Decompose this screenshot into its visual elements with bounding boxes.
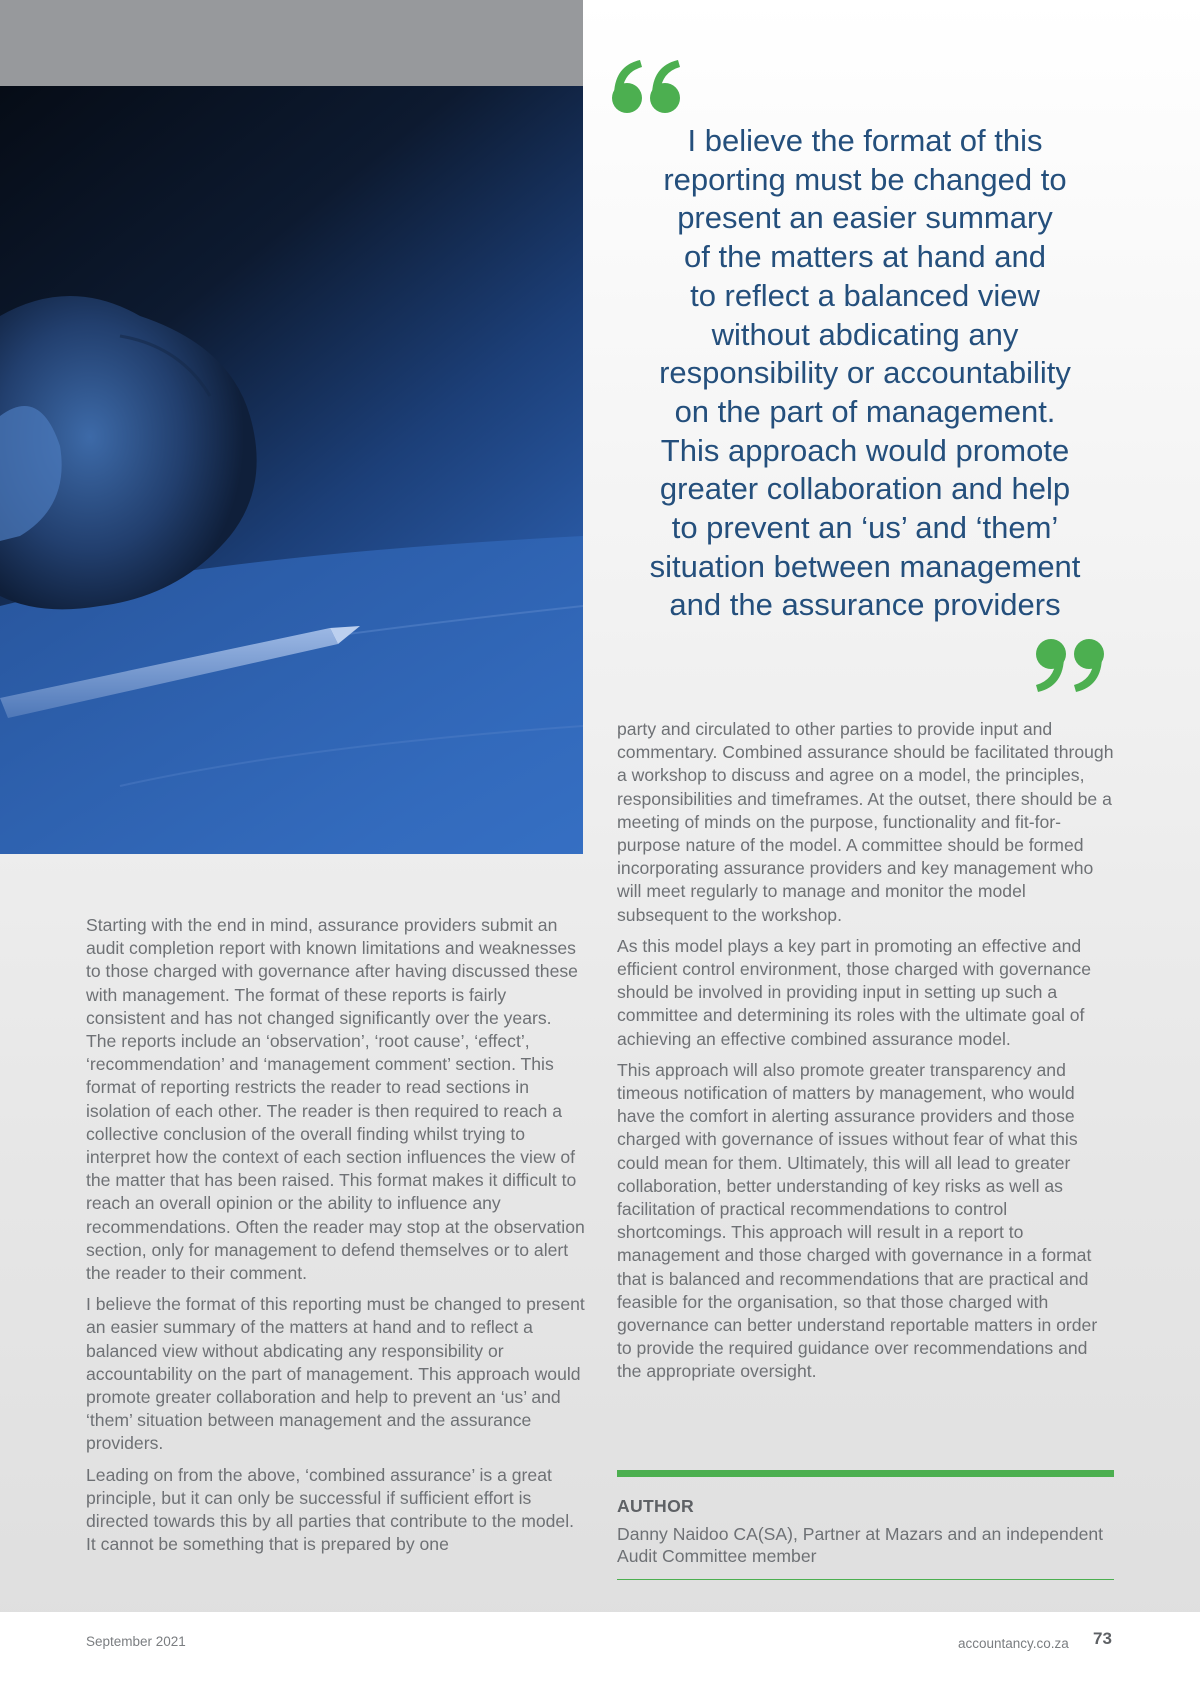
body-paragraph: As this model plays a key part in promoting an effective and efficient control environment, those charged with governance should be involved in providing input in setting up such a committee and determining its roles with the ultimate goal of achieving an effective combined assurance model. <box>617 935 1092 1049</box>
pull-quote-line: without abdicating any <box>711 316 1019 352</box>
author-bio: Danny Naidoo CA(SA), Partner at Mazars and an independent Audit Committee member <box>617 1524 1104 1566</box>
body-paragraph: This approach will also promote greater transparency and timeous notification of matters by management, who would have the comfort in alerting assurance providers and those charged with governance of issues without fear of what this could mean for them. Ultimately, this will all lead to greater collaboration, better understanding of key risks as well as facilitation of practical recommendations to control shortcomings. This approach will result in a report to management and those charged with governance in a format that is balanced and recommendations that are practical and feasible for the organisation, so that those charged with governance can better understand reportable matters in order to provide the required guidance over recommendations and the appropriate oversight. <box>617 1059 1098 1382</box>
pull-quote-line: responsibility or accountability <box>659 355 1071 391</box>
body-paragraph: Leading on from the above, ‘combined assurance’ is a great principle, but it can only be successful if sufficient effort is directed towards this by all parties that contribute to the model. It cannot be something that is prepared by one <box>86 1464 574 1555</box>
hand-writing-photo <box>0 86 583 854</box>
pull-quote-line: situation between management <box>649 548 1081 584</box>
pull-quote-line: to prevent an ‘us’ and ‘them’ <box>671 510 1059 546</box>
pull-quote-line: greater collaboration and help <box>659 471 1071 507</box>
body-paragraph: I believe the format of this reporting must be changed to present an easier summary of the matters at hand and to reflect a balanced view without abdicating any responsibility or accountability on the part of management. This approach would promote greater collaboration and help to prevent an ‘us’ and ‘them’ situation between management and the assurance providers. <box>86 1294 585 1454</box>
header-gray-bar <box>0 0 583 86</box>
open-quote-icon <box>610 58 684 118</box>
footer-band <box>0 1612 1200 1696</box>
pull-quote-line: present an easier summary <box>677 200 1053 236</box>
footer-site-link[interactable]: accountancy.co.za <box>958 1636 1069 1651</box>
author-bottom-rule <box>617 1579 1114 1580</box>
pull-quote-line: on the part of management. <box>674 393 1056 429</box>
pull-quote-line: to reflect a balanced view <box>690 277 1040 313</box>
pull-quote-line: of the matters at hand and <box>684 239 1046 275</box>
pull-quote <box>630 122 1100 625</box>
body-paragraph: Starting with the end in mind, assurance providers submit an audit completion report with known limitations and weaknesses to those charged with governance after having discussed these with management. The format of these reports is fairly consistent and has not changed significantly over the years. The reports include an ‘observation’, ‘root cause’, ‘effect’, ‘recommendation’ and ‘management comment’ section. This format of reporting restricts the reader to read sections in isolation of each other. The reader is then required to reach a collective conclusion of the overall finding whilst trying to interpret how the context of each section influences the view of the matter that has been raised. This format makes it difficult to reach an overall opinion or the ability to influence any recommendations. Often the reader may stop at the observation section, only for management to defend themselves or to alert the reader to their comment. <box>86 915 585 1284</box>
pull-quote-line: I believe the format of this <box>687 123 1043 158</box>
page-number: 73 <box>1093 1629 1112 1648</box>
pull-quote-line: and the assurance providers <box>669 587 1061 623</box>
author-divider <box>617 1470 1114 1477</box>
body-paragraph: party and circulated to other parties to provide input and commentary. Combined assurance should be facilitated through a workshop to discuss and agree on a model, the principles, responsibilities and timeframes. At the outset, there should be a meeting of minds on the purpose, functionality and fit-for-purpose nature of the model. A committee should be formed incorporating assurance providers and key management who will meet regularly to manage and monitor the model subsequent to the workshop. <box>617 719 1114 925</box>
body-column-right <box>617 718 1115 1392</box>
body-column-left <box>86 914 586 1564</box>
close-quote-icon <box>1032 634 1106 694</box>
pull-quote-line: This approach would promote <box>660 432 1070 468</box>
pull-quote-line: reporting must be changed to <box>663 161 1067 197</box>
author-heading: AUTHOR <box>617 1496 695 1516</box>
footer-date: September 2021 <box>86 1634 186 1649</box>
